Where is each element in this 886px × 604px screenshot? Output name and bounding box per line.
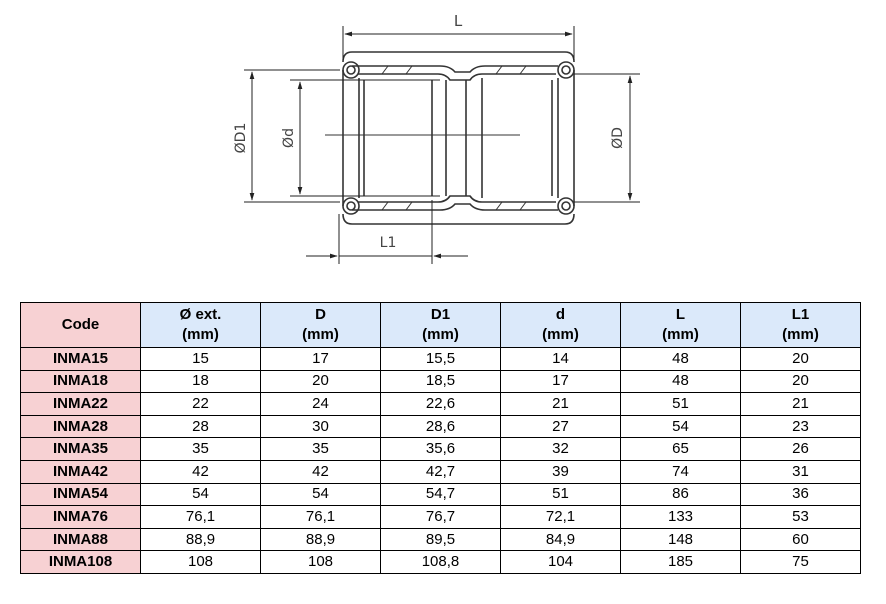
header-D-unit: (mm): [302, 326, 339, 343]
cell-d: 14: [501, 348, 621, 371]
cell-L1: 20: [741, 370, 861, 393]
table-row: [21, 506, 861, 529]
coupling-body: [343, 52, 574, 224]
cell-code: INMA15: [21, 348, 141, 371]
cell-D1: 35,6: [381, 438, 501, 461]
cell-D1: 18,5: [381, 370, 501, 393]
cell-L1: 21: [741, 393, 861, 416]
header-ext-diameter: [141, 303, 261, 348]
cell-ext: 22: [141, 393, 261, 416]
dimensions-table: [20, 302, 861, 574]
table-row: [21, 370, 861, 393]
cell-D: 76,1: [261, 506, 381, 529]
header-L1-label: L1: [791, 306, 810, 323]
cell-d: 17: [501, 370, 621, 393]
cell-D1: 15,5: [381, 348, 501, 371]
header-D1-label: D1: [430, 306, 451, 323]
header-d-unit: (mm): [542, 326, 579, 343]
header-L: [621, 303, 741, 348]
table-row: [21, 483, 861, 506]
cell-ext: 42: [141, 460, 261, 483]
cell-ext: 54: [141, 483, 261, 506]
cell-D1: 22,6: [381, 393, 501, 416]
cell-L1: 36: [741, 483, 861, 506]
dimension-D: [574, 74, 640, 202]
table-row: [21, 415, 861, 438]
cell-code: INMA42: [21, 460, 141, 483]
header-D1-unit: (mm): [422, 326, 459, 343]
cell-L1: 60: [741, 528, 861, 551]
cell-L1: 53: [741, 506, 861, 529]
label-D1: ØD1: [233, 122, 249, 154]
cell-d: 51: [501, 483, 621, 506]
cell-D1: 28,6: [381, 415, 501, 438]
cell-code: INMA18: [21, 370, 141, 393]
header-D: [261, 303, 381, 348]
cell-L: 48: [621, 370, 741, 393]
cell-ext: 108: [141, 551, 261, 574]
cell-L1: 23: [741, 415, 861, 438]
cell-ext: 28: [141, 415, 261, 438]
cell-D: 54: [261, 483, 381, 506]
table-row: [21, 348, 861, 371]
header-D-label: D: [315, 306, 326, 323]
cell-ext: 76,1: [141, 506, 261, 529]
cell-D1: 42,7: [381, 460, 501, 483]
cell-L: 74: [621, 460, 741, 483]
cell-d: 84,9: [501, 528, 621, 551]
cell-ext: 35: [141, 438, 261, 461]
cell-code: INMA35: [21, 438, 141, 461]
cell-code: INMA88: [21, 528, 141, 551]
cell-code: INMA54: [21, 483, 141, 506]
cell-d: 104: [501, 551, 621, 574]
cell-d: 21: [501, 393, 621, 416]
table-row: [21, 528, 861, 551]
cell-code: INMA22: [21, 393, 141, 416]
header-d-label: d: [555, 306, 566, 323]
cell-D: 108: [261, 551, 381, 574]
cell-L: 54: [621, 415, 741, 438]
table-row: [21, 393, 861, 416]
cell-L: 51: [621, 393, 741, 416]
cell-L: 133: [621, 506, 741, 529]
cell-D: 42: [261, 460, 381, 483]
cell-L: 65: [621, 438, 741, 461]
cell-D: 17: [261, 348, 381, 371]
header-ext-unit: (mm): [182, 326, 219, 343]
label-L1: L1: [379, 235, 397, 251]
cell-D1: 54,7: [381, 483, 501, 506]
cell-d: 72,1: [501, 506, 621, 529]
cell-D1: 108,8: [381, 551, 501, 574]
header-L-label: L: [675, 306, 686, 323]
header-code: [21, 303, 141, 348]
coupling-technical-drawing: [0, 0, 886, 290]
header-code-label: Code: [61, 316, 100, 333]
cell-ext: 18: [141, 370, 261, 393]
cell-D1: 89,5: [381, 528, 501, 551]
cell-L: 185: [621, 551, 741, 574]
dimension-d: [290, 80, 440, 196]
cell-code: INMA108: [21, 551, 141, 574]
table-header-row: [21, 303, 861, 348]
cell-L1: 26: [741, 438, 861, 461]
cell-L1: 75: [741, 551, 861, 574]
cell-code: INMA76: [21, 506, 141, 529]
header-d: [501, 303, 621, 348]
header-D1: [381, 303, 501, 348]
table-row: [21, 460, 861, 483]
cell-D: 30: [261, 415, 381, 438]
header-L1-unit: (mm): [782, 326, 819, 343]
cell-d: 39: [501, 460, 621, 483]
cell-L1: 20: [741, 348, 861, 371]
cell-L: 148: [621, 528, 741, 551]
table-row: [21, 438, 861, 461]
label-D: ØD: [610, 127, 626, 149]
cell-ext: 88,9: [141, 528, 261, 551]
cell-d: 27: [501, 415, 621, 438]
cell-d: 32: [501, 438, 621, 461]
label-L: L: [453, 12, 463, 30]
cell-ext: 15: [141, 348, 261, 371]
cell-D: 88,9: [261, 528, 381, 551]
cell-L: 86: [621, 483, 741, 506]
header-L-unit: (mm): [662, 326, 699, 343]
cell-D: 24: [261, 393, 381, 416]
dimension-L: [343, 26, 574, 60]
header-ext-label: Ø ext.: [179, 306, 222, 323]
table-row: [21, 551, 861, 574]
label-d: Ød: [281, 128, 297, 148]
cell-D: 35: [261, 438, 381, 461]
cell-D: 20: [261, 370, 381, 393]
cell-L1: 31: [741, 460, 861, 483]
header-L1: [741, 303, 861, 348]
cell-D1: 76,7: [381, 506, 501, 529]
cell-code: INMA28: [21, 415, 141, 438]
cell-L: 48: [621, 348, 741, 371]
